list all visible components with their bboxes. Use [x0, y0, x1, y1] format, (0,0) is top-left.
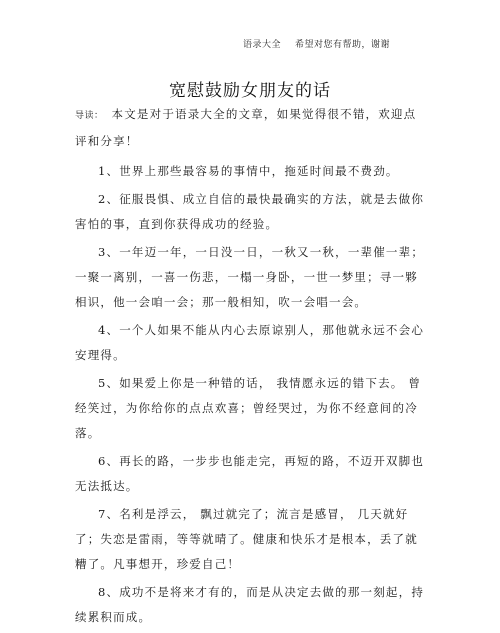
intro-label: 导读： — [75, 111, 104, 121]
paragraph-2: 2、征服畏惧、成立自信的最快最确实的方法，就是去做你害怕的事，直到你获得成功的经验。 — [75, 192, 425, 231]
paragraph-7: 7、名利是浮云， 飘过就完了；流言是感冒， 几天就好了；失恋是雷雨，等等就晴了。健康和快乐才是根本，丢了就糟了。凡事想开，珍爱自己！ — [75, 507, 418, 571]
document-body — [75, 102, 425, 633]
header-tagline: 希望对您有帮助，谢谢 — [294, 40, 390, 50]
document-title: 宽慰鼓励女朋友的话 — [169, 81, 331, 101]
paragraph-3: 3、一年迈一年，一日没一日，一秋又一秋，一辈催一辈；一聚一离别，一喜一伤悲，一榻一身卧，一世一梦里；寻一夥相识，他一会咱一会；那一般相知，吹一会唱一会。 — [75, 245, 425, 309]
page-header — [243, 37, 390, 50]
paragraph-8: 8、成功不是将来才有的，而是从决定去做的那一刻起，持续累积而成。 — [75, 585, 425, 624]
intro-text: 本文是对于语录大全的文章，如果觉得很不错，欢迎点评和分享！ — [75, 107, 417, 148]
paragraph-5: 5、如果爱上你是一种错的话， 我情愿永远的错下去。 曾经笑过，为你给你的点点欢喜；曾经哭过，为你不经意间的冷落。 — [75, 376, 422, 440]
header-source: 语录大全 — [242, 40, 281, 50]
paragraph-1: 1、世界上那些最容易的事情中，拖延时间最不费劲。 — [98, 164, 399, 178]
intro-paragraph — [75, 102, 425, 154]
paragraph-4: 4、一个人如果不能从内心去原谅别人，那他就永远不会心安理得。 — [75, 323, 425, 362]
paragraph-6: 6、再长的路，一步步也能走完，再短的路，不迈开双脚也无法抵达。 — [75, 454, 425, 493]
